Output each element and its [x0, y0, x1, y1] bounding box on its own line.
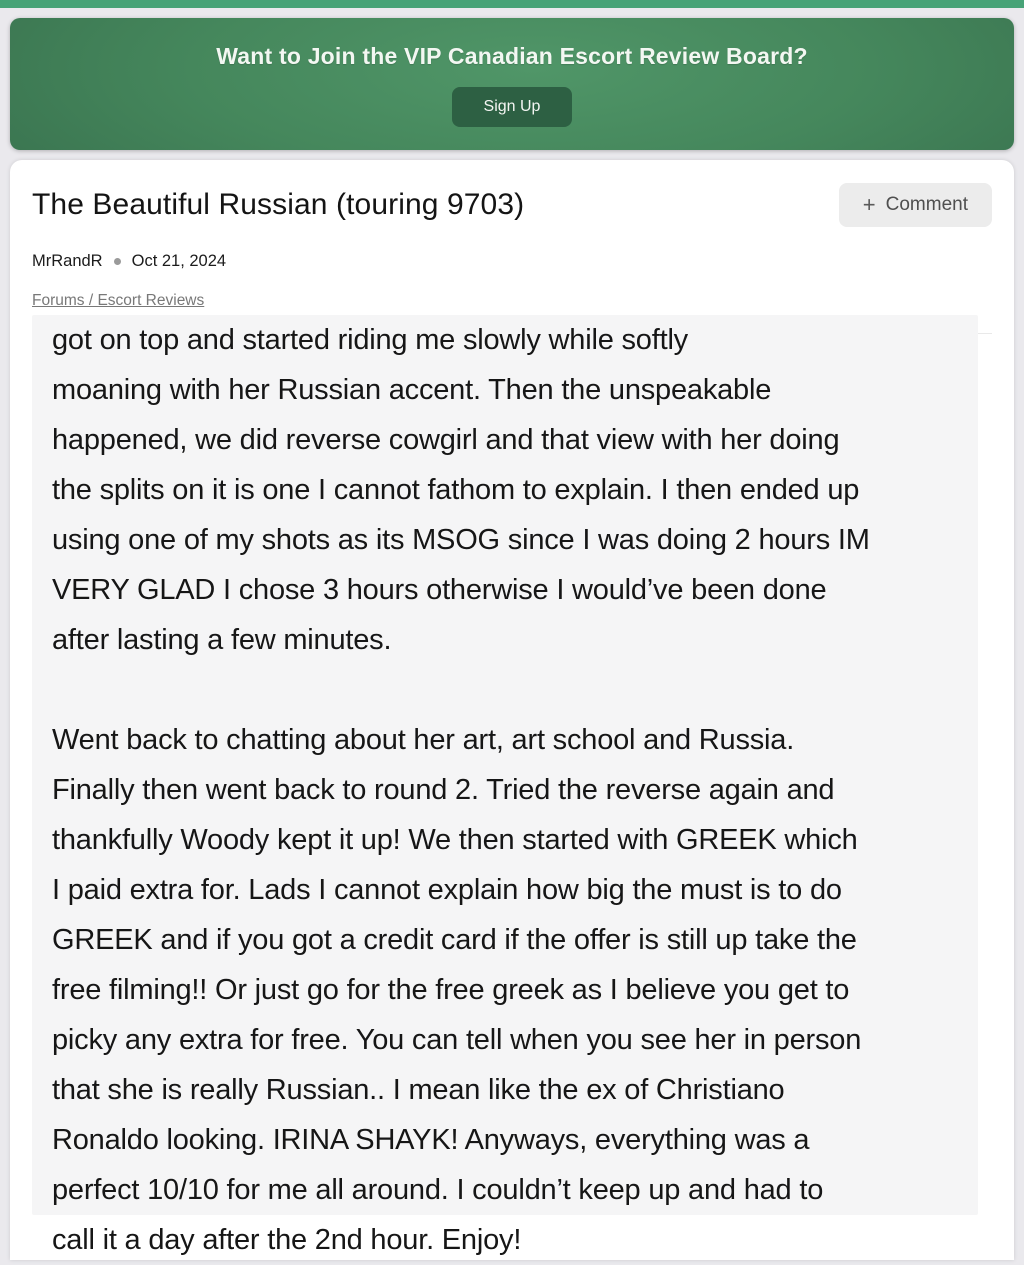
post-body-line: the splits on it is one I cannot fathom to explain. I then ended up — [52, 474, 860, 506]
post-body-line: that she is really Russian.. I mean like the ex of Christiano — [52, 1074, 785, 1106]
post-body-line: Went back to chatting about her art, art school and Russia. — [52, 724, 795, 756]
post-body-line: call it a day after the 2nd hour. Enjoy! — [52, 1224, 522, 1256]
post-body-line: I paid extra for. Lads I cannot explain how big the must is to do — [52, 874, 842, 906]
comment-button-label: Comment — [885, 194, 968, 215]
post-body-line: using one of my shots as its MSOG since I was doing 2 hours IM — [52, 524, 870, 556]
post-body-line: free filming!! Or just go for the free greek as I believe you get to — [52, 974, 850, 1006]
top-accent-bar — [0, 0, 1024, 8]
vip-banner — [10, 18, 1014, 150]
post-body-line: VERY GLAD I chose 3 hours otherwise I would’ve been done — [52, 574, 827, 606]
post-body-line: perfect 10/10 for me all around. I couldn’t keep up and had to — [52, 1174, 824, 1206]
post-body-line: GREEK and if you got a credit card if the offer is still up take the — [52, 924, 857, 956]
meta-separator-dot — [114, 258, 121, 265]
post-body-line: Ronaldo looking. IRINA SHAYK! Anyways, everything was a — [52, 1124, 810, 1156]
post-body-line: Finally then went back to round 2. Tried the reverse again and — [52, 774, 835, 806]
post-date: Oct 21, 2024 — [131, 252, 227, 270]
thread-card — [10, 160, 1014, 1260]
breadcrumb[interactable]: Forums / Escort Reviews — [32, 292, 205, 309]
signup-button[interactable]: Sign Up — [452, 87, 573, 127]
plus-icon: + — [862, 192, 876, 217]
vip-banner-heading: Want to Join the VIP Canadian Escort Review Board? — [216, 43, 808, 69]
author-name[interactable]: MrRandR — [32, 252, 103, 270]
post-meta — [32, 252, 992, 271]
post-body-line: picky any extra for free. You can tell when you see her in person — [52, 1024, 862, 1056]
post-body-line: after lasting a few minutes. — [52, 624, 392, 656]
comment-button[interactable] — [839, 183, 992, 227]
post-body-lines — [52, 315, 958, 1265]
post-body — [32, 315, 978, 1256]
post-body-line: thankfully Woody kept it up! We then started with GREEK which — [52, 824, 858, 856]
thread-header — [32, 160, 992, 227]
post-body-line: moaning with her Russian accent. Then the unspeakable — [52, 374, 772, 406]
thread-title: The Beautiful Russian (touring 9703) — [32, 188, 525, 221]
post-body-line: got on top and started riding me slowly while softly — [52, 324, 688, 356]
post-body-line: happened, we did reverse cowgirl and that view with her doing — [52, 424, 840, 456]
post-body-line — [52, 665, 958, 715]
